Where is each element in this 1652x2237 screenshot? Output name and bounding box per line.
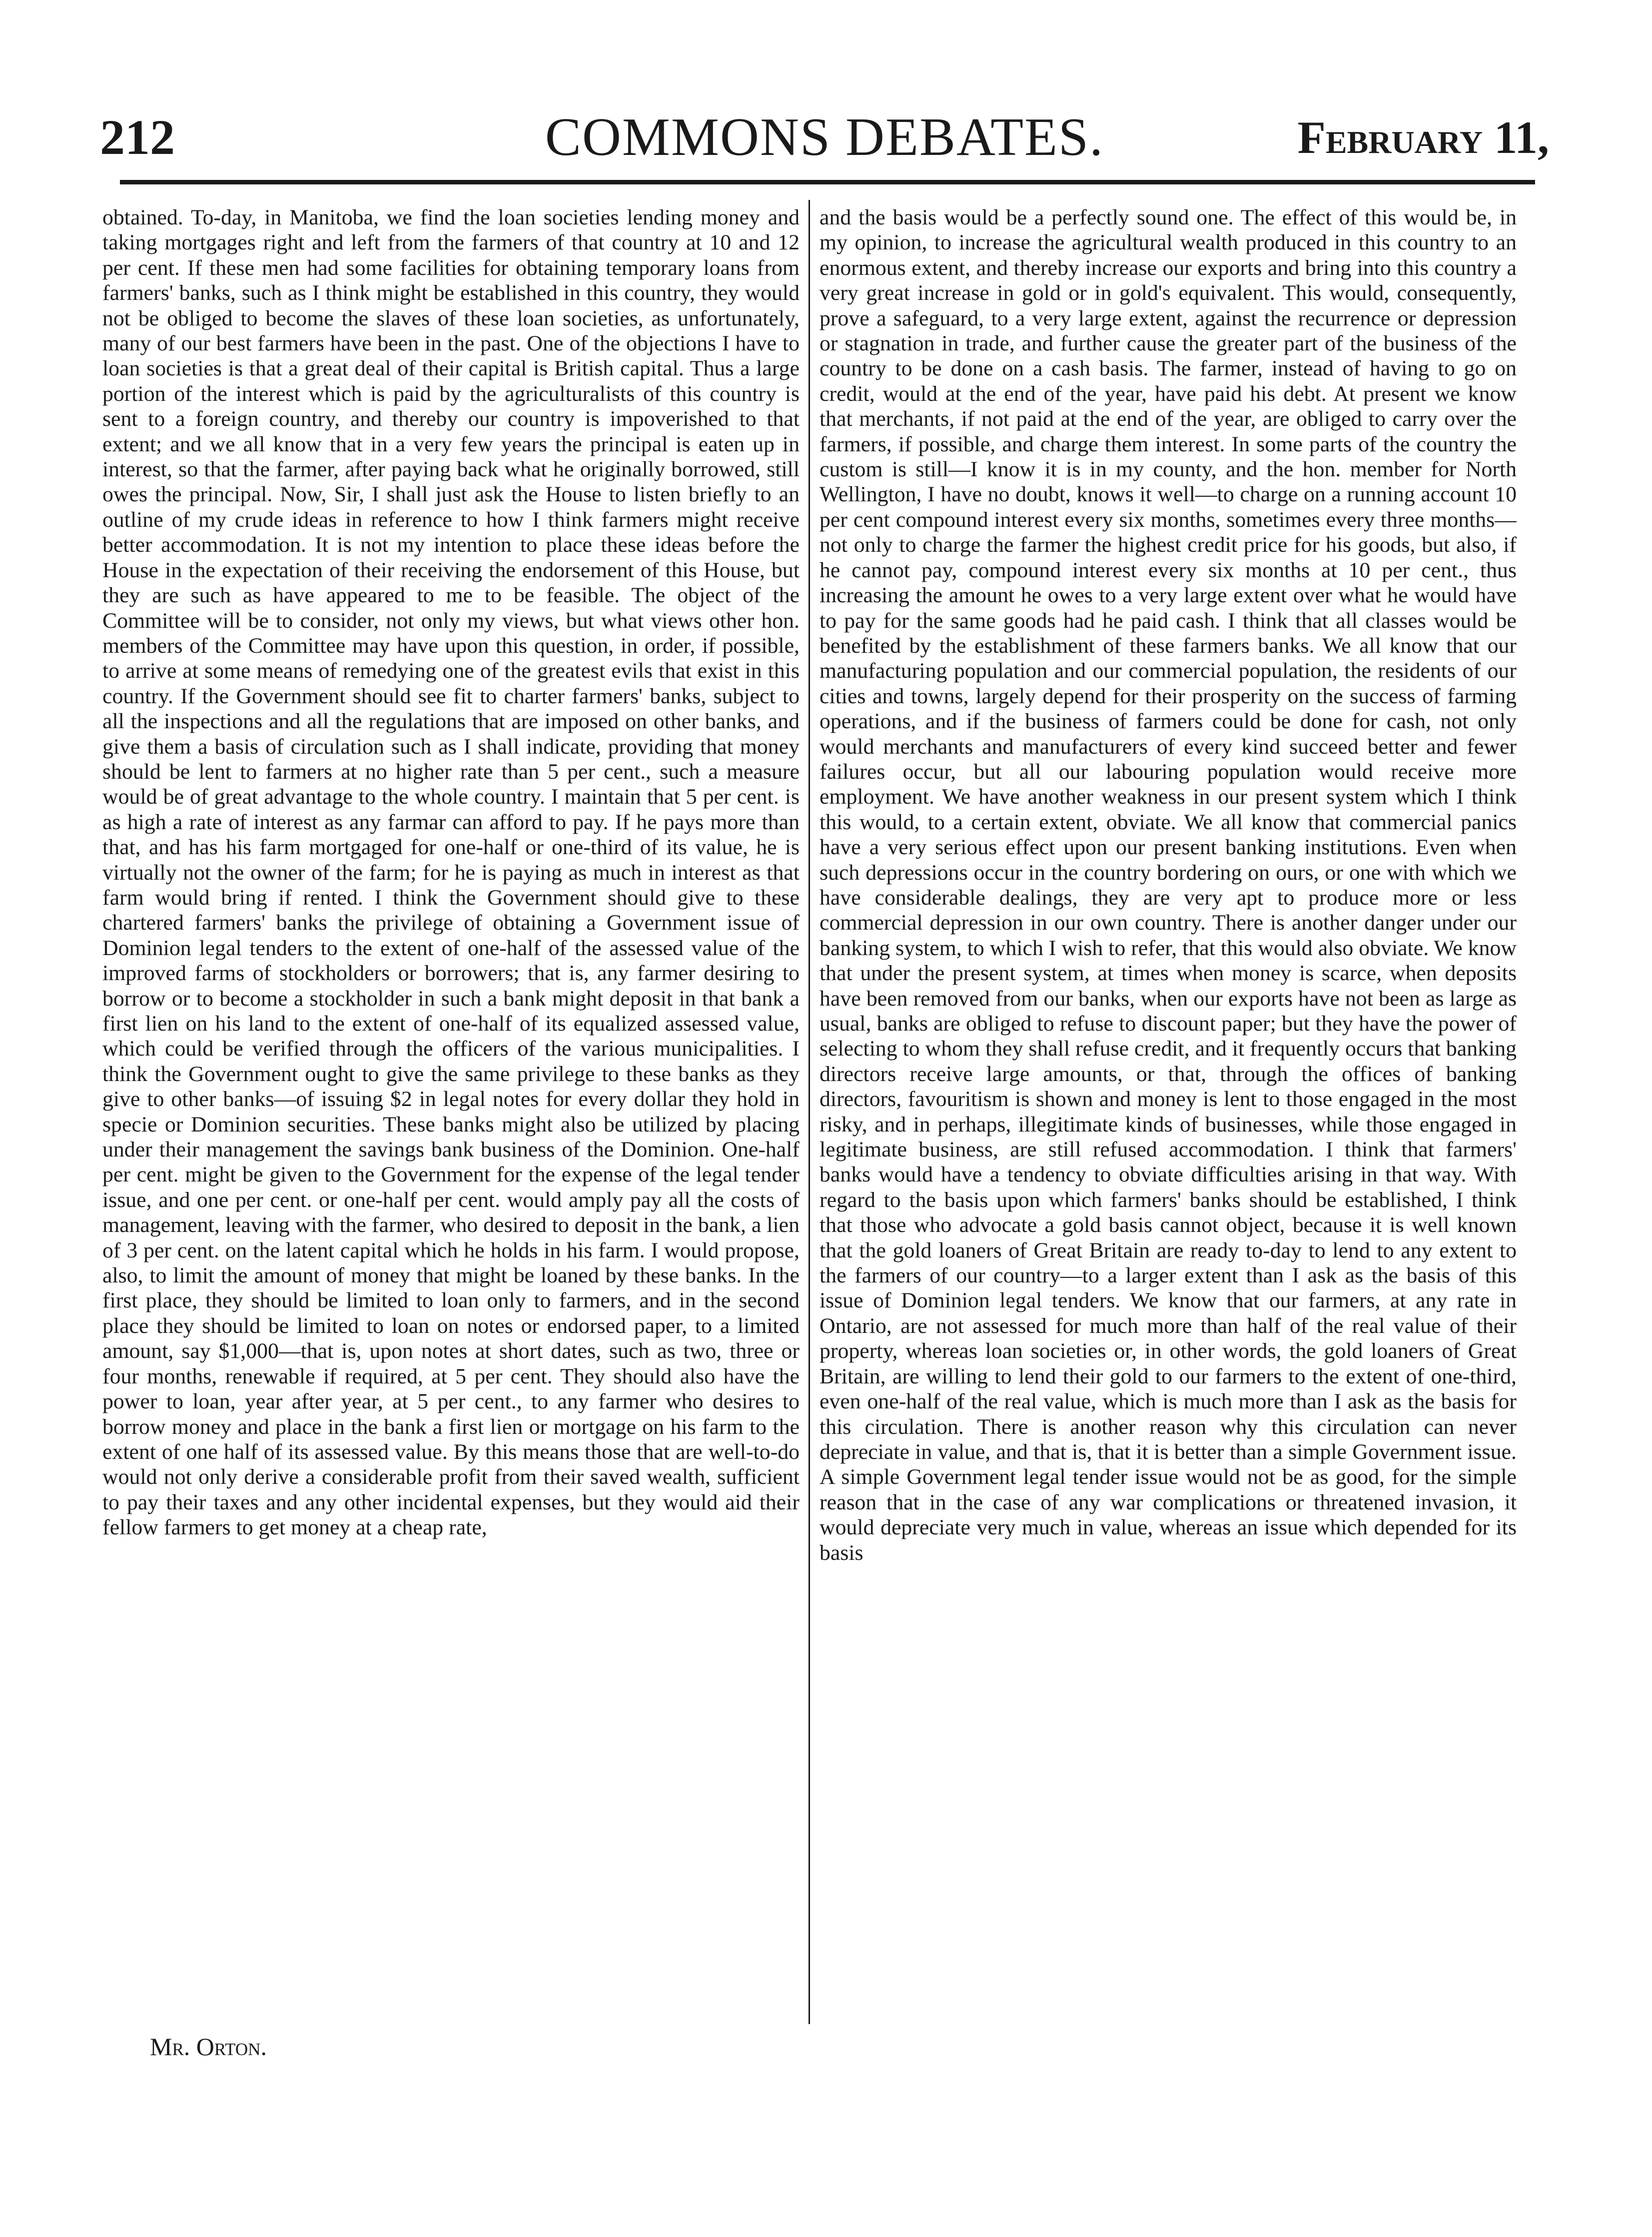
page-header — [100, 105, 1549, 170]
header-rule — [120, 180, 1535, 184]
column-divider — [809, 200, 810, 2024]
running-date: February 11, — [1297, 112, 1549, 163]
right-column-text: and the basis would be a perfectly sound one. The effect of this would be, in my opinion, to increase the agricultural wealth produced in this country to an enormous extent, and thereby increase our exports and bring into this country a very great increase in gold or in gold's equivalent. This would, consequently, prove a safeguard, to a very large extent, against the recurrence or depression or stagnation in trade, and further cause the greater part of the business of the country to be done on a cash basis. The farmer, instead of having to go on credit, would at the end of the year, have paid his debt. At present we know that merchants, if not paid at the end of the year, are obliged to carry over the farmers, if possible, and charge them interest. In some parts of the country the custom is still—I know it is in my county, and the hon. member for North Wellington, I have no doubt, knows it well—to charge on a running account 10 per cent compound interest every six months, sometimes every three months—not only to charge the farmer the highest credit price for his goods, but also, if he cannot pay, compound interest every six months at 10 per cent., thus increasing the amount he owes to a very large extent over what he would have to pay for the same goods had he paid cash. I think that all classes would be benefited by the establishment of these farmers banks. We all know that our manufacturing population and our commercial population, the residents of our cities and towns, largely depend for their prosperity on the success of farming operations, and if the business of farmers could be done for cash, not only would merchants and manufacturers of every kind succeed better and fewer failures occur, but all our labouring population would receive more employment. We have another weakness in our present system which I think this would, to a certain extent, obviate. We all know that commercial panics have a very serious effect upon our present banking institutions. Even when such depressions occur in the country bordering on ours, or one with which we have considerable dealings, they are very apt to produce more or less commercial depression in our own country. There is another danger under our banking system, to which I wish to refer, that this would also obviate. We know that under the present system, at times when money is scarce, when deposits have been removed from our banks, when our exports have not been as large as usual, banks are obliged to refuse to discount paper; but they have the power of selecting to whom they shall refuse credit, and it frequently occurs that banking directors receive large amounts, or that, through the offices of banking directors, favouritism is shown and money is lent to those engaged in the most risky, and in perhaps, illegitimate kinds of businesses, while those engaged in legitimate business, are still refused accommodation. I think that farmers' banks would have a tendency to obviate difficulties arising in that way. With regard to the basis upon which farmers' banks should be established, I think that those who advocate a gold basis cannot object, because it is well known that the gold loaners of Great Britain are ready to-day to lend to any extent to the farmers of our country—to a larger extent than I ask as the basis of this issue of Dominion legal tenders. We know that our farmers, at any rate in Ontario, are not assessed for much more than half of the real value of their property, whereas loan societies or, in other words, the gold loaners of Great Britain, are willing to lend their gold to our farmers to the extent of one-third, even one-half of the real value, which is much more than I ask as the basis for this circulation. There is another reason why this circulation can never depreciate in value, and that is, that it is better than a simple Government issue. A simple Government legal tender issue would not be as good, for the simple reason that in the case of any war complications or threatened invasion, it would depreciate very much in value, whereas an issue which depended for its basis — [820, 205, 1517, 1565]
right-column — [820, 205, 1517, 2029]
page-number: 212 — [100, 109, 175, 165]
left-column-text: obtained. To-day, in Manitoba, we find the loan societies lending money and taking mortgages right and left from the farmers of that country at 10 and 12 per cent. If these men had some facilities for obtaining temporary loans from farmers' banks, such as I think might be established in this country, they would not be obliged to become the slaves of these loan societies, as unfortunately, many of our best farmers have been in the past. One of the objections I have to loan societies is that a great deal of their capital is British capital. Thus a large portion of the interest which is paid by the agriculturalists of this country is sent to a foreign country, and thereby our country is impoverished to that extent; and we all know that in a very few years the principal is eaten up in interest, so that the farmer, after paying back what he originally borrowed, still owes the principal. Now, Sir, I shall just ask the House to listen briefly to an outline of my crude ideas in reference to how I think farmers might receive better accommodation. It is not my intention to place these ideas before the House in the expectation of their receiving the endorsement of this House, but they are such as have appeared to me to be feasible. The object of the Committee will be to consider, not only my views, but what views other hon. members of the Committee may have upon this question, in order, if possible, to arrive at some means of remedying one of the greatest evils that exist in this country. If the Government should see fit to charter farmers' banks, subject to all the inspections and all the regulations that are imposed on other banks, and give them a basis of circulation such as I shall indicate, providing that money should be lent to farmers at no higher rate than 5 per cent., such a measure would be of great advantage to the whole country. I maintain that 5 per cent. is as high a rate of interest as any farmar can afford to pay. If he pays more than that, and has his farm mortgaged for one-half or one-third of its value, he is virtually not the owner of the farm; for he is paying as much in interest as that farm would bring if rented. I think the Government should give to these chartered farmers' banks the privilege of obtaining a Government issue of Dominion legal tenders to the extent of one-half of the assessed value of the improved farms of stockholders or borrowers; that is, any farmer desiring to borrow or to become a stockholder in such a bank might deposit in that bank a first lien on his land to the extent of one-half of its equalized assessed value, which could be verified through the officers of the various municipalities. I think the Government ought to give the same privilege to these banks as they give to other banks—of issuing $2 in legal notes for every dollar they hold in specie or Dominion securities. These banks might also be utilized by placing under their management the savings bank business of the Dominion. One-half per cent. might be given to the Government for the expense of the legal tender issue, and one per cent. or one-half per cent. would amply pay all the costs of management, leaving with the farmer, who desired to deposit in the bank, a lien of 3 per cent. on the latent capital which he holds in his farm. I would propose, also, to limit the amount of money that might be loaned by these banks. In the first place, they should be limited to loan only to farmers, and in the second place they should be limited to loan on notes or endorsed paper, to a limited amount, say $1,000—that is, upon notes at short dates, such as two, three or four months, renewable if required, at 5 per cent. They should also have the power to loan, year after year, at 5 per cent., to any farmer who desires to borrow money and place in the bank a first lien or mortgage on his farm to the extent of one half of its assessed value. By this means those that are well-to-do would not only derive a considerable profit from their saved wealth, sufficient to pay their taxes and any other incidental expenses, but they would aid their fellow farmers to get money at a cheap rate, — [102, 205, 800, 1540]
left-column — [102, 205, 800, 2029]
running-title: COMMONS DEBATES. — [545, 107, 1104, 167]
speaker-footer: Mr. Orton. — [150, 2033, 267, 2061]
